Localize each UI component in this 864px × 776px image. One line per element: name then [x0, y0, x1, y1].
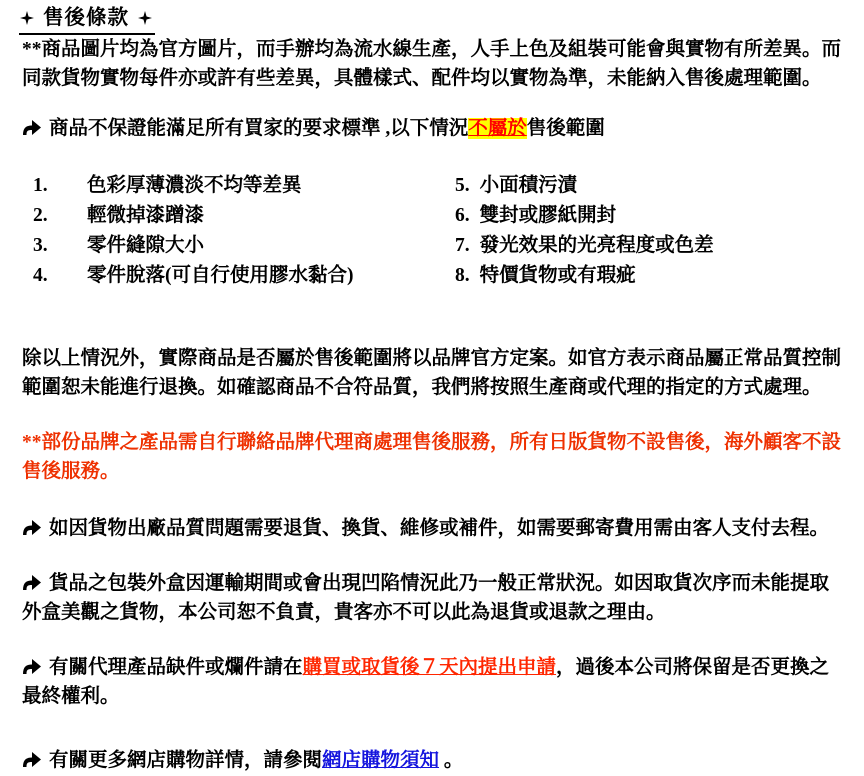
- scope-suffix: 售後範圍: [526, 118, 605, 139]
- arrow-icon: [22, 747, 42, 762]
- page-title-underline: [19, 5, 155, 35]
- item-text: 小面積污漬: [479, 175, 578, 196]
- star-icon: [138, 11, 152, 25]
- more-info-suffix: 。: [439, 750, 464, 771]
- more-info-prefix: 有關更多網店購物詳情，請參閱: [49, 750, 323, 771]
- scope-prefix: 商品不保證能滿足所有買家的要求標準 ,以下情況: [49, 118, 469, 139]
- item-number: 4.: [33, 265, 48, 286]
- item-text: 色彩厚薄濃淡不均等差異: [87, 175, 302, 196]
- shipping-notice-text: 如因貨物出廠品質問題需要退貨、換貨、維修或補件，如需要郵寄費用需由客人支付去程。: [49, 518, 830, 539]
- exclusions-list: [22, 171, 864, 291]
- item-text: 發光效果的光亮程度或色差: [479, 235, 714, 256]
- list-item: [22, 261, 864, 291]
- item-number: 6.: [455, 205, 470, 226]
- item-text: 零件縫隙大小: [87, 235, 205, 256]
- defect-claim-prefix: 有關代理產品缺件或爛件請在: [49, 657, 303, 678]
- item-number: 2.: [33, 205, 48, 226]
- packaging-notice: [22, 569, 846, 627]
- arrow-icon: [22, 515, 42, 530]
- item-text: 零件脫落(可自行使用膠水黏合): [87, 265, 354, 286]
- list-item: [22, 231, 864, 261]
- item-number: 8.: [455, 265, 470, 286]
- list-item: [22, 171, 864, 201]
- page-title-text: 售後條款: [43, 7, 129, 29]
- item-number: 7.: [455, 235, 470, 256]
- claim-deadline-link[interactable]: 購買或取貨後７天內提出申請: [302, 657, 557, 678]
- item-text: 雙封或膠紙開封: [479, 205, 617, 226]
- decision-paragraph: 除以上情況外，實際商品是否屬於售後範圍將以品牌官方定案。如官方表示商品屬正常品質控制範圍恕未能進行退換。如確認商品不合符品質，我們將按照生產商或代理的指定的方式處理。: [22, 348, 842, 398]
- arrow-icon: [22, 570, 42, 585]
- more-info-notice: [22, 746, 846, 775]
- store-shopping-notes-link[interactable]: 網店購物須知: [322, 750, 440, 771]
- scope-notice: [22, 114, 846, 143]
- intro-paragraph: **商品圖片均為官方圖片，而手辦均為流水線生產，人手上色及組裝可能會與實物有所差異。而同款貨物實物每件亦或許有些差異，具體樣式、配件均以實物為準，未能納入售後處理範圍。: [22, 39, 842, 89]
- star-icon: [20, 11, 34, 25]
- item-number: 3.: [33, 235, 48, 256]
- item-text: 輕微掉漆蹭漆: [87, 205, 205, 226]
- brand-notice-paragraph: **部份品牌之產品需自行聯絡品牌代理商處理售後服務，所有日版貨物不設售後，海外顧客不設售後服務。: [22, 432, 842, 482]
- item-text: 特價貨物或有瑕疵: [479, 265, 636, 286]
- packaging-notice-text: 貨品之包裝外盒因運輸期間或會出現凹陷情況此乃一般正常狀況。如因取貨次序而未能提取外盒美觀之貨物，本公司恕不負責，貴客亦不可以此為退貨或退款之理由。: [22, 573, 830, 623]
- item-number: 1.: [33, 175, 48, 196]
- defect-claim-notice: [22, 653, 846, 711]
- defect-claim-suffix: ，過後本公司將保留是否更換之最終權利。: [22, 657, 830, 707]
- item-number: 5.: [455, 175, 470, 196]
- arrow-icon: [22, 115, 42, 130]
- page-title: [19, 5, 864, 35]
- scope-highlight: 不屬於: [468, 118, 527, 139]
- shipping-notice: [22, 514, 846, 543]
- list-item: [22, 201, 864, 231]
- arrow-icon: [22, 654, 42, 669]
